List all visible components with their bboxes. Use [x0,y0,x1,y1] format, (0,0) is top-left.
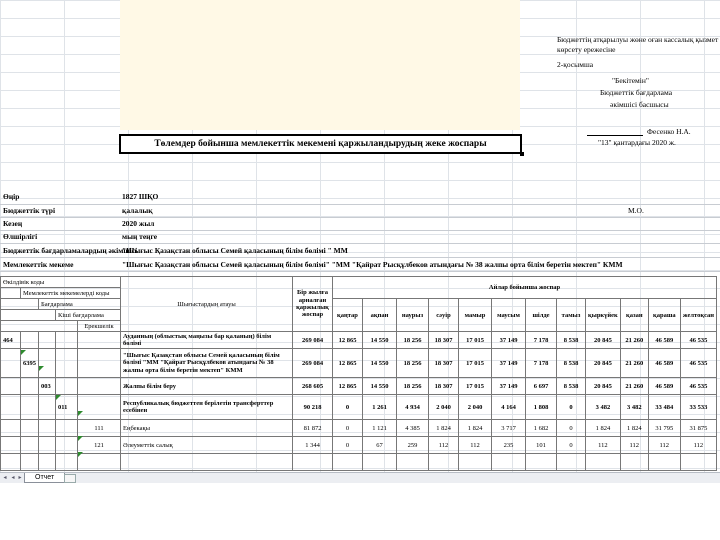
month-cell: 6 697 [526,378,557,395]
month-cell: 112 [459,437,492,454]
month-cell: 67 [363,437,397,454]
month-cell: 21 260 [620,349,648,378]
insert-sheet-icon[interactable] [64,474,76,483]
month-cell: 17 015 [459,349,492,378]
row-annual: 268 605 [293,378,333,395]
month-cell: 12 865 [333,332,363,349]
month-cell: 259 [397,437,429,454]
month-header: шілде [526,299,557,332]
month-cell: 46 589 [648,349,680,378]
info-value-institution: "Шығыс Қазақстан облысы Семей қаласының білім бөлімі" "ММ "Қайрат Рысқұлбеков атындағы № 38 жалпы орта білім беретін мектеп" КММ [122,260,623,269]
info-value-period: 2020 жыл [122,219,155,228]
info-value-administrator: "Шығыс Қазақстан облысы Семей қаласының білім бөлімі " ММ [122,246,348,255]
month-cell: 14 550 [363,349,397,378]
month-cell: 33 484 [648,395,680,420]
month-cell: 1 808 [526,395,557,420]
scroll-next-sheet-icon[interactable]: ▸ [18,475,22,481]
approval-line-5: Бюджеттік бағдарлама [600,88,673,97]
month-cell: 4 385 [397,420,429,437]
code-cell: 111 [78,420,121,437]
month-cell: 0 [557,437,586,454]
header-band [120,0,520,130]
month-header: қыркүйек [586,299,621,332]
error-indicator-icon [78,411,83,416]
month-cell: 4 164 [492,395,526,420]
table-row [1,349,717,378]
signature-line [587,135,643,136]
row-name: Республикалық бюджеттен берілетін трансферттер есебінен [121,395,293,420]
month-cell: 20 845 [586,332,621,349]
code-header-program: Бағдарлама [39,299,121,310]
month-header: желтоқсан [680,299,716,332]
error-indicator-icon [39,366,44,371]
row-annual: 90 218 [293,395,333,420]
month-cell: 3 717 [492,420,526,437]
month-cell: 235 [492,437,526,454]
month-cell: 18 256 [397,378,429,395]
approval-signer: Фесенко Н.А. [647,127,691,136]
month-cell: 37 149 [492,332,526,349]
month-cell: 37 149 [492,349,526,378]
month-cell: 0 [333,395,363,420]
month-cell: 46 535 [680,332,716,349]
month-cell: 0 [557,420,586,437]
month-header: ақпан [363,299,397,332]
info-label-budget-type: Бюджеттік түрі [3,206,56,215]
month-cell: 46 535 [680,378,716,395]
table-row [1,378,717,395]
approval-line-1: Бюджеттің атқарылуы жөне оған кассалық қызмет [557,35,719,44]
sheet-tab-bar [0,472,720,483]
info-label-administrator: Бюджеттік бағдарламалардың әкімшісі [3,246,138,255]
month-cell: 7 178 [526,349,557,378]
month-cell: 17 015 [459,332,492,349]
table-row [1,332,717,349]
code-cell: 121 [78,437,121,454]
info-label-region: Өңір [3,192,20,201]
code-cell: 011 [56,395,78,420]
code-cell: 6395 [21,349,39,378]
month-cell: 18 307 [429,349,459,378]
code-header-specific: Ерекшелік [78,321,121,332]
month-header: тамыз [557,299,586,332]
month-cell: 2 040 [429,395,459,420]
code-header-agency: Мемлекеттік мекемелерді коды [21,288,121,299]
sheet-tab-report[interactable]: Отчет [24,473,65,483]
month-cell: 20 845 [586,349,621,378]
scroll-prev-sheet-icon[interactable]: ◂ [11,475,15,481]
month-cell: 20 845 [586,378,621,395]
table-row [1,420,717,437]
month-cell: 46 589 [648,378,680,395]
month-cell: 46 535 [680,349,716,378]
month-cell: 112 [648,437,680,454]
month-cell: 18 307 [429,378,459,395]
info-divider [0,204,720,205]
row-annual: 1 344 [293,437,333,454]
approval-line-2: көрсету ережесіне [557,45,616,54]
code-header-functional: Өкілдівік коды [1,277,121,288]
month-cell: 112 [586,437,621,454]
error-indicator-icon [78,436,83,441]
month-cell: 14 550 [363,378,397,395]
month-cell: 18 307 [429,332,459,349]
month-cell: 1 261 [363,395,397,420]
month-header: қаңтар [333,299,363,332]
month-cell: 1 824 [620,420,648,437]
month-cell: 101 [526,437,557,454]
month-header: наурыз [397,299,429,332]
code-cell: 003 [39,378,56,395]
month-cell: 18 256 [397,349,429,378]
month-cell: 2 040 [459,395,492,420]
info-label-period: Кезең [3,219,23,228]
info-divider [0,230,720,231]
approval-date: "13" қантардағы 2020 ж. [598,138,676,147]
month-cell: 1 824 [429,420,459,437]
month-cell: 112 [680,437,716,454]
month-cell: 12 865 [333,349,363,378]
info-divider [0,271,720,272]
month-cell: 8 538 [557,349,586,378]
month-cell: 1 824 [586,420,621,437]
header-annual-plan: Бір жылға арналған қаржылық жоспар [293,277,333,332]
scroll-first-sheet-icon[interactable]: ◂ [3,475,7,481]
approval-line-4: "Бекітемін" [612,76,649,85]
document-title: Төлемдер бойынша мемлекеттік мекемені қаржыландырудың жеке жоспары [119,134,522,154]
row-name: Жалпы білім беру [121,378,293,395]
info-value-units: мың теңге [122,232,158,241]
month-cell: 33 533 [680,395,716,420]
error-indicator-icon [21,350,26,355]
month-header: қараша [648,299,680,332]
month-cell: 0 [333,437,363,454]
approval-line-6: әкімшісі басшысы [610,100,669,109]
month-cell: 3 482 [620,395,648,420]
month-cell: 4 934 [397,395,429,420]
header-expense-name: Шығыстардың атауы [121,277,293,332]
month-cell: 18 256 [397,332,429,349]
info-value-region: 1827 ШҚО [122,192,159,201]
month-cell: 1 121 [363,420,397,437]
info-value-budget-type: қалалық [122,206,153,215]
month-cell: 7 178 [526,332,557,349]
month-header: мамыр [459,299,492,332]
info-divider [0,217,720,218]
info-label-institution: Мемлекеттік мекеме [3,260,74,269]
code-header-subprogram: Кіші бағдарлама [56,310,121,321]
month-cell: 31 875 [680,420,716,437]
header-monthly-plan: Айлар бойынша жоспар [333,277,717,299]
financing-plan-table [0,276,717,471]
approval-line-3: 2-қосымша [557,60,594,69]
code-cell: 464 [1,332,21,349]
month-cell: 31 795 [648,420,680,437]
error-indicator-icon [78,452,83,457]
error-indicator-icon [56,395,61,400]
table-row [1,437,717,454]
month-cell: 0 [333,420,363,437]
row-annual: 269 084 [293,332,333,349]
month-cell: 46 589 [648,332,680,349]
month-cell: 17 015 [459,378,492,395]
month-cell: 21 260 [620,332,648,349]
month-cell: 12 865 [333,378,363,395]
info-label-units: Өлшірлігі [3,232,38,241]
month-header: қазан [620,299,648,332]
month-cell: 3 482 [586,395,621,420]
row-name: Еңбекақы [121,420,293,437]
info-divider [0,243,720,244]
month-cell: 112 [429,437,459,454]
info-divider [0,257,720,258]
month-cell: 1 824 [459,420,492,437]
month-cell: 1 682 [526,420,557,437]
row-name: "Шығыс Қазақстан облысы Семей қаласының білім бөлімі "ММ "Қайрат Рысқұлбеков атындағы № 38 жалпы орта білім беретін мектеп" КММ [121,349,293,378]
month-cell: 8 538 [557,332,586,349]
month-cell: 8 538 [557,378,586,395]
month-cell: 37 149 [492,378,526,395]
month-cell: 112 [620,437,648,454]
month-header: сәуір [429,299,459,332]
row-name: Әлеуметтік салық [121,437,293,454]
month-cell: 0 [557,395,586,420]
row-annual: 269 084 [293,349,333,378]
month-cell: 14 550 [363,332,397,349]
table-row [1,395,717,420]
month-header: маусым [492,299,526,332]
stamp-placeholder: М.О. [628,206,644,215]
row-name: Ауданның (облыстық маңызы бар қаланың) білім бөлімі [121,332,293,349]
month-cell: 21 260 [620,378,648,395]
row-annual: 81 872 [293,420,333,437]
